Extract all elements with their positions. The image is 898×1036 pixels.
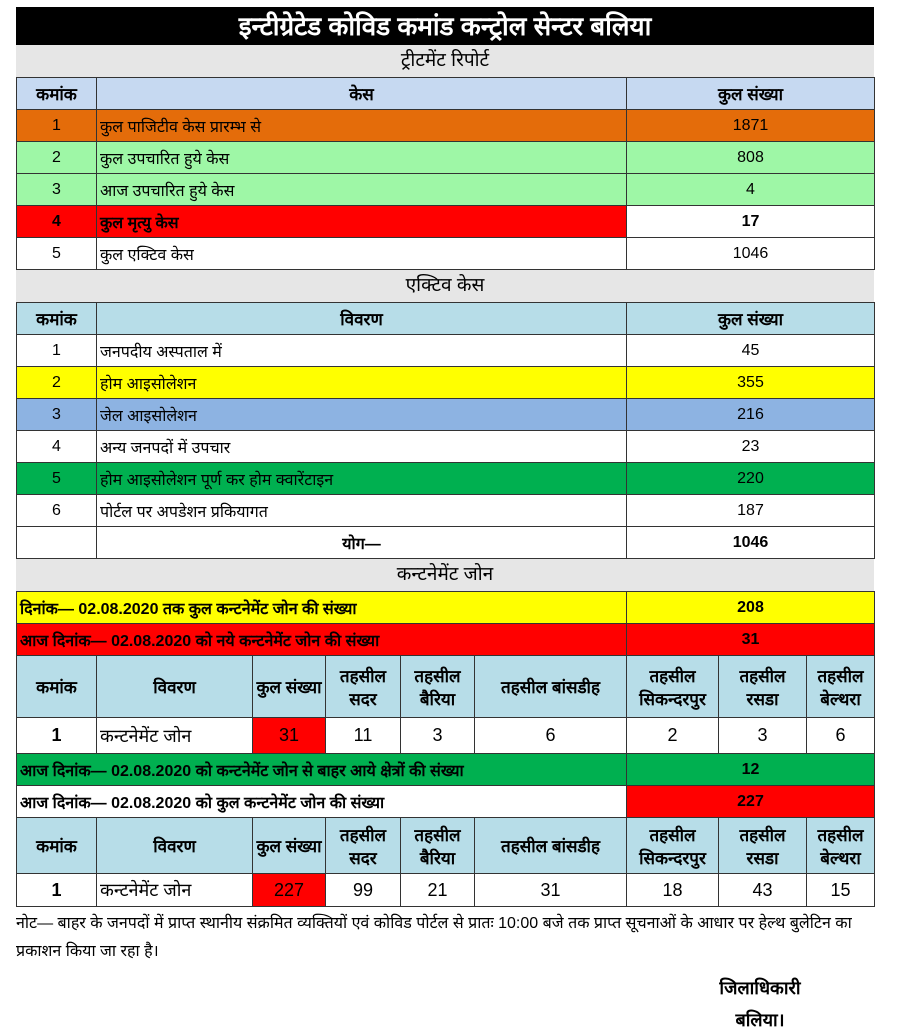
cell-value: 220 bbox=[627, 463, 875, 495]
cell: 18 bbox=[627, 874, 719, 907]
header-cell: कमांक bbox=[17, 303, 97, 335]
containment-table bbox=[16, 591, 875, 907]
table-row bbox=[17, 206, 875, 238]
table-row bbox=[17, 463, 875, 495]
cell-value: 216 bbox=[627, 399, 875, 431]
table-row bbox=[17, 238, 875, 270]
footnote: नोट— बाहर के जनपदों में प्राप्त स्थानीय संक्रमित व्यक्तियों एवं कोविड पोर्टल से प्रातः 10:00 बजे तक प्राप्त सूचनाओं के आधार पर हेल्थ बुलेटिन का प्रकाशन किया जा रहा है। bbox=[16, 915, 852, 960]
table-row bbox=[17, 495, 875, 527]
cell-value: 808 bbox=[627, 142, 875, 174]
header-cell: तहसील बांसडीह bbox=[475, 818, 627, 874]
header-cell: कुल संख्या bbox=[253, 818, 326, 874]
cell-no: 3 bbox=[17, 399, 97, 431]
empty-cell bbox=[17, 527, 97, 559]
cell-value: 187 bbox=[627, 495, 875, 527]
header-cell: विवरण bbox=[97, 303, 627, 335]
new-today-row bbox=[17, 624, 875, 656]
cell-value: 355 bbox=[627, 367, 875, 399]
header-cell: कुल संख्या bbox=[627, 303, 875, 335]
table-row bbox=[17, 110, 875, 142]
table-row bbox=[17, 431, 875, 463]
cell-value: 23 bbox=[627, 431, 875, 463]
cell-value: 4 bbox=[627, 174, 875, 206]
cell: 11 bbox=[326, 718, 401, 754]
cell: 31 bbox=[253, 718, 326, 754]
header-cell: तहसील सदर bbox=[326, 656, 401, 718]
row-value: 227 bbox=[627, 786, 875, 818]
cell: 227 bbox=[253, 874, 326, 907]
header-cell: तहसील सिकन्दरपुर bbox=[627, 656, 719, 718]
total-today-row bbox=[17, 786, 875, 818]
total-till-row bbox=[17, 592, 875, 624]
cell: 6 bbox=[475, 718, 627, 754]
cell-no: 6 bbox=[17, 495, 97, 527]
header-cell: तहसील रसडा bbox=[719, 656, 807, 718]
header-cell: तहसील सिकन्दरपुर bbox=[627, 818, 719, 874]
signature bbox=[700, 972, 820, 1036]
header-cell: तहसील बेल्थरा bbox=[807, 818, 875, 874]
header-cell: केस bbox=[97, 78, 627, 110]
row-label: दिनांक— 02.08.2020 तक कुल कन्टनेमेंट जोन की संख्या bbox=[17, 592, 627, 624]
total-row bbox=[17, 527, 875, 559]
header-cell: विवरण bbox=[97, 656, 253, 718]
table-header bbox=[17, 303, 875, 335]
page-title: इन्टीग्रेटेड कोविड कमांड कन्ट्रोल सेन्टर बलिया bbox=[16, 7, 874, 45]
cell: 21 bbox=[401, 874, 475, 907]
table-row bbox=[17, 874, 875, 907]
total-value: 1046 bbox=[627, 527, 875, 559]
total-label: योग— bbox=[97, 527, 627, 559]
cell-value: 45 bbox=[627, 335, 875, 367]
cell-no: 4 bbox=[17, 431, 97, 463]
cell: कन्टनेमेंट जोन bbox=[97, 874, 253, 907]
cell-value: 17 bbox=[627, 206, 875, 238]
exited-row bbox=[17, 754, 875, 786]
table-header bbox=[17, 656, 875, 718]
cell: 43 bbox=[719, 874, 807, 907]
row-label: आज दिनांक— 02.08.2020 को कुल कन्टनेमेंट जोन की संख्या bbox=[17, 786, 627, 818]
cell-label: कुल मृत्यु केस bbox=[97, 206, 627, 238]
cell-value: 1871 bbox=[627, 110, 875, 142]
cell-no: 1 bbox=[17, 335, 97, 367]
cell: 1 bbox=[17, 718, 97, 754]
cell-label: कुल पाजिटीव केस प्रारम्भ से bbox=[97, 110, 627, 142]
row-label: आज दिनांक— 02.08.2020 को कन्टनेमेंट जोन से बाहर आये क्षेत्रों की संख्या bbox=[17, 754, 627, 786]
signature-title: जिलाधिकारी bbox=[719, 978, 801, 998]
cell-label: होम आइसोलेशन bbox=[97, 367, 627, 399]
header-cell: तहसील रसडा bbox=[719, 818, 807, 874]
cell: 6 bbox=[807, 718, 875, 754]
cell: कन्टनेमेंट जोन bbox=[97, 718, 253, 754]
treatment-table bbox=[16, 77, 875, 270]
cell-no: 2 bbox=[17, 367, 97, 399]
cell-label: अन्य जनपदों में उपचार bbox=[97, 431, 627, 463]
cell-no: 4 bbox=[17, 206, 97, 238]
table-row bbox=[17, 142, 875, 174]
table-row bbox=[17, 367, 875, 399]
cell-no: 1 bbox=[17, 110, 97, 142]
row-value: 31 bbox=[627, 624, 875, 656]
table-header bbox=[17, 78, 875, 110]
active-table bbox=[16, 302, 875, 559]
header-cell: कमांक bbox=[17, 78, 97, 110]
cell: 1 bbox=[17, 874, 97, 907]
signature-place: बलिया। bbox=[735, 1010, 785, 1030]
cell-no: 3 bbox=[17, 174, 97, 206]
cell-no: 5 bbox=[17, 238, 97, 270]
header-cell: कुल संख्या bbox=[253, 656, 326, 718]
header-cell: कुल संख्या bbox=[627, 78, 875, 110]
cell-label: पोर्टल पर अपडेशन प्रकियागत bbox=[97, 495, 627, 527]
cell-label: आज उपचारित हुये केस bbox=[97, 174, 627, 206]
table-row bbox=[17, 718, 875, 754]
cell: 3 bbox=[719, 718, 807, 754]
treatment-heading: ट्रीटमेंट रिपोर्ट bbox=[16, 45, 874, 77]
table-header bbox=[17, 818, 875, 874]
table-row bbox=[17, 335, 875, 367]
cell-no: 5 bbox=[17, 463, 97, 495]
row-value: 12 bbox=[627, 754, 875, 786]
cell: 31 bbox=[475, 874, 627, 907]
cell: 99 bbox=[326, 874, 401, 907]
containment-heading: कन्टनेमेंट जोन bbox=[16, 559, 874, 591]
cell-no: 2 bbox=[17, 142, 97, 174]
row-value: 208 bbox=[627, 592, 875, 624]
header-cell: तहसील बांसडीह bbox=[475, 656, 627, 718]
header-cell: कमांक bbox=[17, 656, 97, 718]
header-cell: तहसील सदर bbox=[326, 818, 401, 874]
header-cell: कमांक bbox=[17, 818, 97, 874]
table-row bbox=[17, 174, 875, 206]
cell-label: जेल आइसोलेशन bbox=[97, 399, 627, 431]
table-row bbox=[17, 399, 875, 431]
cell-label: होम आइसोलेशन पूर्ण कर होम क्वारेंटाइन bbox=[97, 463, 627, 495]
cell-label: कुल एक्टिव केस bbox=[97, 238, 627, 270]
row-label: आज दिनांक— 02.08.2020 को नये कन्टनेमेंट जोन की संख्या bbox=[17, 624, 627, 656]
cell: 3 bbox=[401, 718, 475, 754]
header-cell: तहसील बैरिया bbox=[401, 656, 475, 718]
header-cell: विवरण bbox=[97, 818, 253, 874]
report bbox=[16, 7, 874, 907]
header-cell: तहसील बेल्थरा bbox=[807, 656, 875, 718]
cell: 15 bbox=[807, 874, 875, 907]
header-cell: तहसील बैरिया bbox=[401, 818, 475, 874]
cell-label: कुल उपचारित हुये केस bbox=[97, 142, 627, 174]
cell-value: 1046 bbox=[627, 238, 875, 270]
cell-label: जनपदीय अस्पताल में bbox=[97, 335, 627, 367]
cell: 2 bbox=[627, 718, 719, 754]
active-heading: एक्टिव केस bbox=[16, 270, 874, 302]
